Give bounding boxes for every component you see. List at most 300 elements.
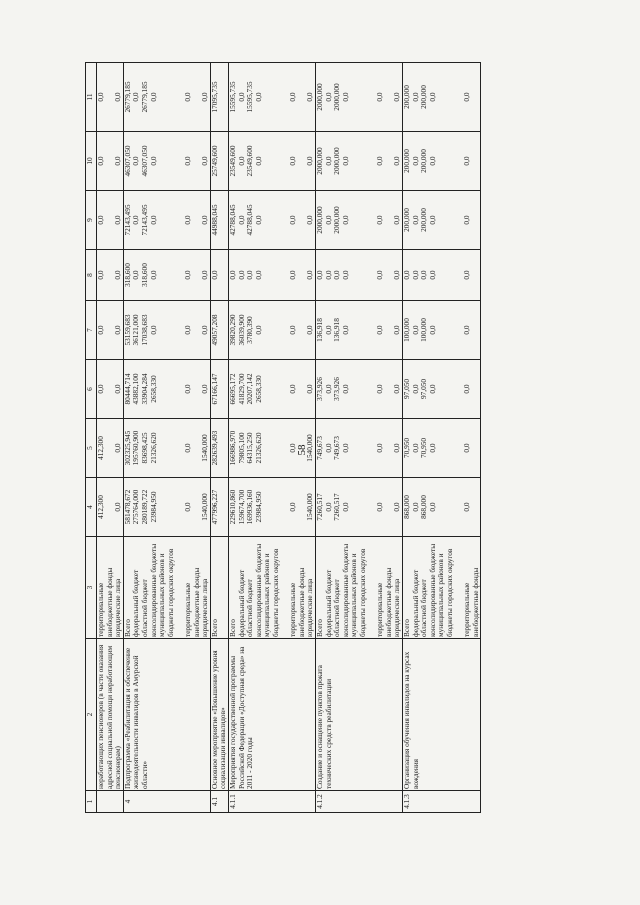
funding-source: юридические лица: [392, 578, 402, 637]
value-cell: 0,0: [410, 384, 420, 394]
value-cell: 2000,000: [332, 206, 342, 234]
value-cell: 412,300: [96, 436, 105, 460]
value-cell: 0,0: [236, 270, 246, 280]
value-cell: 318,600: [122, 263, 132, 287]
value-cell: 25749,600: [209, 145, 219, 177]
value-column: [123, 63, 210, 132]
value-cell: 0,0: [305, 384, 315, 394]
value-cell: 0,0: [183, 384, 192, 394]
value-cell: 23984,950: [253, 491, 263, 523]
value-cell: 0,0: [288, 443, 298, 453]
funding-source: территориальные внебюджетные фонды: [288, 567, 306, 637]
value-cell: 0,0: [427, 270, 437, 280]
value-cell: 100,000: [419, 318, 429, 342]
value-cell: 0,0: [323, 270, 333, 280]
funding-sources: [123, 537, 210, 639]
funding-source: консолидированные бюджеты муниципальных районов и бюджеты городских округов: [340, 543, 367, 637]
value-cell: 0,0: [148, 270, 158, 280]
value-cell: 0,0: [375, 443, 385, 453]
value-cell: 0,0: [392, 443, 402, 453]
value-cell: 1540,000: [305, 493, 315, 521]
value-column: [315, 191, 402, 250]
value-cell: 0,0: [113, 384, 123, 394]
value-cell: 21326,620: [148, 432, 158, 464]
value-cell: 0,0: [183, 215, 192, 225]
value-column: [229, 419, 316, 478]
value-cell: 17095,735: [209, 81, 219, 113]
funding-source: областной бюджет: [140, 579, 150, 637]
funding-sources: [402, 537, 480, 639]
column-number: 3: [86, 537, 97, 639]
value-cell: 0,0: [245, 270, 255, 280]
value-cell: 3780,390: [245, 316, 255, 344]
value-column: [210, 191, 228, 250]
value-cell: 0,0: [183, 325, 192, 335]
value-cell: 0,0: [288, 384, 298, 394]
value-column: [97, 250, 124, 301]
value-cell: 0,0: [96, 215, 105, 225]
value-cell: 136,918: [332, 318, 342, 342]
value-column: [97, 132, 124, 191]
value-cell: 70,950: [419, 437, 429, 459]
funding-source: Всего: [228, 619, 237, 637]
value-cell: 0,0: [236, 156, 246, 166]
value-cell: 0,0: [427, 325, 437, 335]
value-cell: 42788,045: [245, 204, 255, 236]
value-cell: 159674,700: [236, 489, 246, 525]
value-column: [315, 478, 402, 537]
item-number: 4.1.3: [402, 791, 480, 813]
value-cell: 41829,700: [236, 373, 246, 405]
value-column: [402, 250, 480, 301]
value-cell: 0,0: [314, 270, 324, 280]
value-cell: 0,0: [253, 270, 263, 280]
value-cell: 2000,000: [332, 83, 342, 111]
value-cell: 412,300: [96, 495, 105, 519]
value-column: [402, 478, 480, 537]
value-cell: 0,0: [288, 270, 298, 280]
page-number: 58: [296, 444, 308, 456]
value-cell: 66695,172: [228, 373, 237, 405]
value-cell: 0,0: [392, 325, 402, 335]
value-cell: 0,0: [96, 325, 105, 335]
funding-source: областной бюджет: [245, 579, 255, 637]
funding-source: федеральный бюджет: [131, 569, 141, 637]
value-cell: 0,0: [410, 156, 420, 166]
value-cell: 0,0: [183, 270, 192, 280]
value-cell: 17038,683: [140, 314, 150, 346]
item-number: 4.1.2: [315, 791, 402, 813]
value-cell: 97,050: [419, 378, 429, 400]
value-cell: 0,0: [401, 270, 411, 280]
value-cell: 0,0: [183, 502, 192, 512]
value-cell: 0,0: [228, 270, 237, 280]
value-cell: 280189,722: [140, 489, 150, 525]
header-row: [86, 63, 97, 813]
value-cell: 0,0: [253, 156, 263, 166]
value-cell: 275764,000: [131, 489, 141, 525]
funding-sources: [97, 537, 124, 639]
value-column: [123, 191, 210, 250]
value-cell: 36121,000: [131, 314, 141, 346]
value-cell: 0,0: [113, 502, 123, 512]
value-cell: 0,0: [375, 384, 385, 394]
value-cell: 0,0: [113, 215, 123, 225]
value-column: [402, 132, 480, 191]
value-cell: 0,0: [462, 270, 472, 280]
column-number: 5: [86, 419, 97, 478]
value-cell: 0,0: [288, 325, 298, 335]
value-cell: 26779,185: [140, 81, 150, 113]
funding-source: областной бюджет: [332, 579, 342, 637]
value-cell: 0,0: [427, 92, 437, 102]
value-cell: 0,0: [148, 92, 158, 102]
table-body: [86, 63, 481, 813]
value-cell: 0,0: [340, 325, 350, 335]
value-cell: 0,0: [96, 92, 105, 102]
value-cell: 1540,000: [305, 434, 315, 462]
value-cell: 0,0: [427, 502, 437, 512]
value-cell: 0,0: [462, 443, 472, 453]
funding-source: территориальные внебюджетные фонды: [375, 567, 393, 637]
value-cell: 0,0: [392, 270, 402, 280]
item-name: Основное мероприятие «Повышение уровня социализации инвалидов»: [210, 639, 228, 791]
value-cell: 0,0: [410, 270, 420, 280]
value-cell: 0,0: [392, 92, 402, 102]
value-cell: 868,000: [401, 495, 411, 519]
table-row: [123, 63, 210, 813]
value-cell: 0,0: [200, 384, 210, 394]
value-cell: 0,0: [200, 92, 210, 102]
item-name: Создание и оснащение пунктов проката технических средств реабилитации: [315, 639, 402, 791]
table-row: [97, 63, 124, 813]
value-cell: 0,0: [462, 502, 472, 512]
item-number: 4.1.1: [229, 791, 316, 813]
column-number: 8: [86, 250, 97, 301]
value-cell: 70,950: [401, 437, 411, 459]
value-column: [210, 419, 228, 478]
value-cell: 200,000: [401, 208, 411, 232]
value-cell: 0,0: [323, 156, 333, 166]
value-cell: 0,0: [410, 443, 420, 453]
value-column: [123, 360, 210, 419]
value-column: [402, 191, 480, 250]
value-cell: 0,0: [209, 270, 219, 280]
value-cell: 0,0: [340, 443, 350, 453]
value-column: [315, 132, 402, 191]
funding-source: консолидированные бюджеты муниципальных районов и бюджеты городских округов: [253, 543, 280, 637]
value-column: [229, 301, 316, 360]
column-number: 7: [86, 301, 97, 360]
funding-source: Всего: [122, 619, 132, 637]
value-cell: 1540,000: [200, 493, 210, 521]
value-cell: 0,0: [427, 156, 437, 166]
value-cell: 200,000: [419, 85, 429, 109]
funding-source: юридические лица: [305, 578, 315, 637]
value-cell: 0,0: [323, 325, 333, 335]
value-cell: 200,000: [401, 85, 411, 109]
item-number: 4.1: [210, 791, 228, 813]
value-cell: 0,0: [392, 502, 402, 512]
value-cell: 0,0: [200, 325, 210, 335]
value-cell: 0,0: [410, 502, 420, 512]
funding-source: территориальные внебюджетные фонды: [96, 567, 114, 637]
value-cell: 0,0: [305, 156, 315, 166]
value-cell: 0,0: [332, 270, 342, 280]
column-number: 10: [86, 132, 97, 191]
funding-source: территориальные внебюджетные фонды: [183, 567, 201, 637]
value-cell: 0,0: [462, 156, 472, 166]
value-cell: 0,0: [96, 270, 105, 280]
value-cell: 1540,000: [200, 434, 210, 462]
value-cell: 15595,735: [228, 81, 237, 113]
value-column: [123, 301, 210, 360]
value-cell: 373,926: [314, 377, 324, 401]
value-column: [315, 301, 402, 360]
table-row: [210, 63, 228, 813]
value-cell: 39820,290: [228, 314, 237, 346]
value-column: [402, 360, 480, 419]
value-cell: 0,0: [305, 325, 315, 335]
value-cell: 0,0: [253, 325, 263, 335]
funding-source: юридические лица: [200, 578, 210, 637]
funding-table: [85, 62, 481, 813]
value-column: [97, 191, 124, 250]
funding-source: Всего: [209, 619, 219, 637]
item-number: 4: [123, 791, 210, 813]
value-column: [97, 419, 124, 478]
item-number: [97, 791, 124, 813]
value-cell: 0,0: [148, 156, 158, 166]
value-column: [402, 301, 480, 360]
column-number: 6: [86, 360, 97, 419]
value-cell: 200,000: [401, 149, 411, 173]
value-column: [315, 63, 402, 132]
value-cell: 0,0: [236, 92, 246, 102]
value-cell: 0,0: [113, 443, 123, 453]
value-column: [123, 132, 210, 191]
value-cell: 0,0: [131, 156, 141, 166]
value-cell: 0,0: [375, 325, 385, 335]
value-cell: 0,0: [131, 215, 141, 225]
value-column: [229, 360, 316, 419]
value-cell: 581478,672: [122, 489, 132, 525]
value-column: [315, 360, 402, 419]
value-cell: 23549,600: [228, 145, 237, 177]
value-cell: 72143,495: [140, 204, 150, 236]
value-cell: 0,0: [419, 270, 429, 280]
value-cell: 282639,493: [209, 430, 219, 466]
value-column: [229, 191, 316, 250]
value-cell: 0,0: [427, 384, 437, 394]
value-cell: 0,0: [200, 156, 210, 166]
value-cell: 229610,860: [228, 489, 237, 525]
value-cell: 0,0: [323, 443, 333, 453]
value-column: [402, 63, 480, 132]
value-cell: 2000,000: [332, 147, 342, 175]
value-column: [229, 250, 316, 301]
value-cell: 0,0: [305, 215, 315, 225]
value-cell: 42788,045: [228, 204, 237, 236]
value-cell: 0,0: [183, 443, 192, 453]
table-row: [315, 63, 402, 813]
value-cell: 97,050: [401, 378, 411, 400]
value-cell: 136,918: [314, 318, 324, 342]
value-cell: 0,0: [392, 384, 402, 394]
value-cell: 2000,000: [314, 147, 324, 175]
funding-source: Всего: [401, 619, 411, 637]
value-column: [210, 250, 228, 301]
funding-source: Всего: [314, 619, 324, 637]
funding-source: консолидированные бюджеты муниципальных районов и бюджеты городских округов: [427, 543, 454, 637]
value-cell: 0,0: [323, 384, 333, 394]
value-cell: 868,000: [419, 495, 429, 519]
value-cell: 0,0: [113, 325, 123, 335]
column-number: 2: [86, 639, 97, 791]
table-row: [229, 63, 316, 813]
value-column: [123, 478, 210, 537]
value-cell: 0,0: [410, 325, 420, 335]
value-cell: 200,000: [419, 149, 429, 173]
value-cell: 0,0: [375, 270, 385, 280]
value-cell: 33904,284: [140, 373, 150, 405]
value-cell: 36039,900: [236, 314, 246, 346]
column-number: 9: [86, 191, 97, 250]
item-name: Организация обучения инвалидов на курсах вождения: [402, 639, 480, 791]
value-cell: 80444,714: [122, 373, 132, 405]
value-cell: 7260,517: [314, 493, 324, 521]
value-cell: 0,0: [462, 92, 472, 102]
value-column: [229, 132, 316, 191]
rotated-table-sheet: [85, 63, 640, 813]
value-cell: 169936,160: [245, 489, 255, 525]
value-cell: 0,0: [410, 92, 420, 102]
value-cell: 373,926: [332, 377, 342, 401]
value-cell: 67166,147: [209, 373, 219, 405]
value-cell: 46307,050: [122, 145, 132, 177]
item-name: неработающих пенсионеров (в части оказания адресной социальной помощи неработающим пенсионерам): [97, 639, 124, 791]
value-cell: 0,0: [462, 384, 472, 394]
value-column: [210, 478, 228, 537]
value-column: [210, 301, 228, 360]
value-cell: 2000,000: [314, 206, 324, 234]
value-cell: 0,0: [305, 92, 315, 102]
value-column: [229, 63, 316, 132]
value-cell: 166986,970: [228, 430, 237, 466]
value-cell: 100,000: [401, 318, 411, 342]
value-cell: 2658,330: [253, 375, 263, 403]
value-cell: 749,673: [314, 436, 324, 460]
funding-sources: [210, 537, 228, 639]
value-cell: 0,0: [288, 502, 298, 512]
table-row: [402, 63, 480, 813]
value-cell: 0,0: [375, 156, 385, 166]
value-column: [97, 478, 124, 537]
value-cell: 72143,495: [122, 204, 132, 236]
value-cell: 0,0: [410, 215, 420, 225]
value-cell: 0,0: [340, 92, 350, 102]
value-column: [97, 63, 124, 132]
value-cell: 0,0: [148, 215, 158, 225]
value-cell: 0,0: [183, 92, 192, 102]
value-cell: 0,0: [340, 215, 350, 225]
value-cell: 0,0: [131, 270, 141, 280]
value-cell: 46307,050: [140, 145, 150, 177]
value-cell: 200,000: [419, 208, 429, 232]
funding-sources: [315, 537, 402, 639]
value-cell: 0,0: [253, 92, 263, 102]
value-cell: 26779,185: [122, 81, 132, 113]
value-cell: 7260,517: [332, 493, 342, 521]
value-cell: 0,0: [253, 215, 263, 225]
value-cell: 0,0: [340, 502, 350, 512]
value-column: [123, 419, 210, 478]
value-cell: 21326,620: [253, 432, 263, 464]
funding-source: федеральный бюджет: [410, 569, 420, 637]
value-column: [402, 419, 480, 478]
value-cell: 23549,600: [245, 145, 255, 177]
value-column: [229, 478, 316, 537]
value-cell: 0,0: [340, 384, 350, 394]
value-cell: 83698,425: [140, 432, 150, 464]
value-cell: 49057,208: [209, 314, 219, 346]
value-cell: 0,0: [375, 502, 385, 512]
value-column: [210, 360, 228, 419]
value-cell: 0,0: [323, 215, 333, 225]
value-cell: 0,0: [323, 502, 333, 512]
value-cell: 0,0: [148, 325, 158, 335]
value-cell: 302325,945: [122, 430, 132, 466]
value-cell: 0,0: [236, 215, 246, 225]
value-column: [210, 63, 228, 132]
value-cell: 0,0: [427, 215, 437, 225]
value-cell: 0,0: [200, 215, 210, 225]
value-cell: 43882,100: [131, 373, 141, 405]
value-cell: 53159,683: [122, 314, 132, 346]
column-number: 11: [86, 63, 97, 132]
value-column: [315, 250, 402, 301]
value-cell: 0,0: [113, 92, 123, 102]
value-cell: 0,0: [288, 215, 298, 225]
value-cell: 23984,950: [148, 491, 158, 523]
value-column: [210, 132, 228, 191]
value-cell: 0,0: [340, 270, 350, 280]
value-column: [123, 250, 210, 301]
value-cell: 0,0: [113, 270, 123, 280]
value-cell: 0,0: [462, 215, 472, 225]
funding-source: консолидированные бюджеты муниципальных районов и бюджеты городских округов: [148, 543, 175, 637]
value-cell: 15595,735: [245, 81, 255, 113]
value-cell: 0,0: [288, 92, 298, 102]
value-cell: 0,0: [427, 443, 437, 453]
value-cell: 0,0: [323, 92, 333, 102]
value-cell: 0,0: [96, 384, 105, 394]
value-cell: 0,0: [392, 215, 402, 225]
value-cell: 44988,045: [209, 204, 219, 236]
value-cell: 0,0: [288, 156, 298, 166]
funding-source: юридические лица: [113, 578, 123, 637]
item-name: Подпрограмма «Реабилитация и обеспечение жизнедеятельности инвалидов в Амурской области»: [123, 639, 210, 791]
value-cell: 2658,330: [148, 375, 158, 403]
value-cell: 20207,142: [245, 373, 255, 405]
value-cell: 0,0: [375, 215, 385, 225]
value-cell: 0,0: [131, 92, 141, 102]
value-cell: 0,0: [340, 156, 350, 166]
value-cell: 318,600: [140, 263, 150, 287]
value-cell: 2000,000: [314, 83, 324, 111]
value-column: [315, 419, 402, 478]
value-cell: 0,0: [375, 92, 385, 102]
